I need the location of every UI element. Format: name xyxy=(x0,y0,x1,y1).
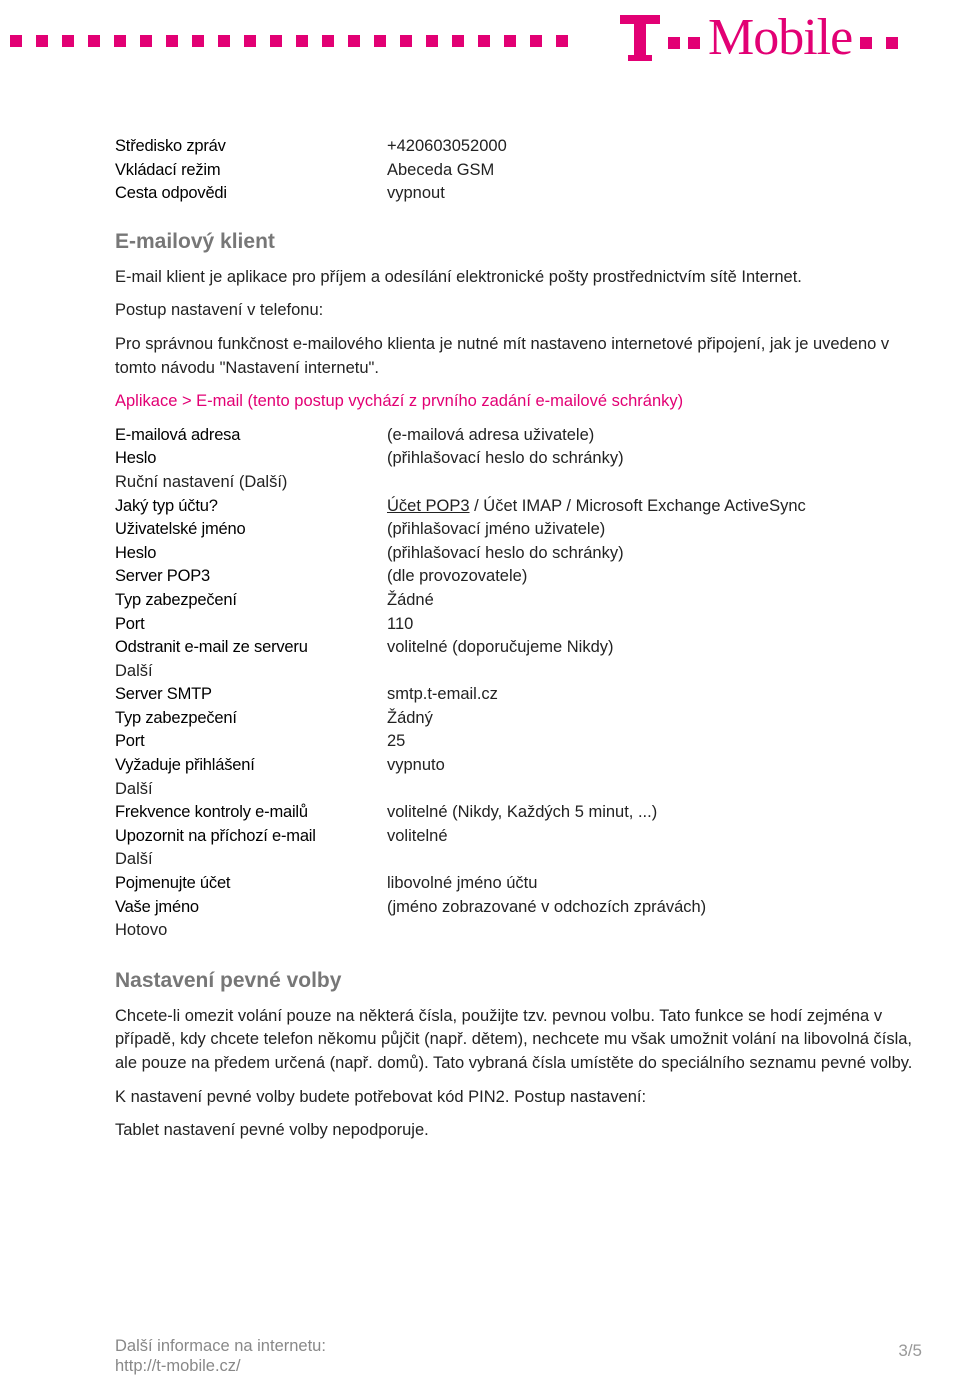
row-value: vypnuto xyxy=(387,756,445,775)
settings-row xyxy=(115,589,915,613)
settings-row xyxy=(115,707,915,731)
row-label: Pojmenujte účet xyxy=(115,874,231,893)
settings-row xyxy=(115,518,915,542)
settings-row xyxy=(115,848,915,872)
row-label: Hotovo xyxy=(115,921,168,940)
page-footer xyxy=(115,1336,925,1376)
row-label: Další xyxy=(115,779,153,798)
document-content xyxy=(115,135,915,1143)
settings-row xyxy=(115,636,915,660)
email-section-title: E-mailový klient xyxy=(115,229,275,253)
settings-row xyxy=(115,471,915,495)
app-path: Aplikace > E-mail (tento postup vychází z prvního zadání e-mailové schránky) xyxy=(115,392,684,411)
row-label: Heslo xyxy=(115,449,157,468)
row-label: Typ zabezpečení xyxy=(115,590,237,609)
settings-row xyxy=(115,495,915,519)
t-mobile-logo xyxy=(620,9,898,66)
settings-row xyxy=(115,801,915,825)
settings-row xyxy=(115,919,915,943)
fixed-dial-section-title: Nastavení pevné volby xyxy=(115,968,342,992)
row-value xyxy=(387,778,915,802)
settings-row xyxy=(115,825,915,849)
settings-row xyxy=(115,896,915,920)
row-value: Abeceda GSM xyxy=(387,160,495,179)
row-label: Středisko zpráv xyxy=(115,137,226,155)
row-label: Typ zabezpečení xyxy=(115,708,237,727)
fixed-dial-tablet-note: Tablet nastavení pevné volby nepodporuje. xyxy=(115,1121,429,1140)
setup-label: Postup nastavení v telefonu: xyxy=(115,301,324,320)
row-label: Heslo xyxy=(115,543,157,562)
row-label: E-mailová adresa xyxy=(115,425,241,444)
logo-wordmark: Mobile xyxy=(708,9,853,66)
page-header xyxy=(0,0,960,80)
row-value: Žádné xyxy=(387,590,434,609)
row-value: (přihlašovací jméno uživatele) xyxy=(387,520,606,539)
sms-settings xyxy=(115,135,915,206)
row-label: Uživatelské jméno xyxy=(115,520,246,539)
row-value: +420603052000 xyxy=(387,137,507,155)
row-label: Server SMTP xyxy=(115,685,212,704)
row-value: libovolné jméno účtu xyxy=(387,874,538,893)
email-settings-table xyxy=(115,424,915,943)
settings-row xyxy=(115,447,915,471)
settings-row xyxy=(115,182,915,206)
row-label: Odstranit e-mail ze serveru xyxy=(115,638,308,657)
row-value xyxy=(387,471,915,495)
row-label: Port xyxy=(115,732,145,751)
account-type-pop3: Účet POP3 xyxy=(387,496,470,515)
row-value: Žádný xyxy=(387,708,433,727)
account-type-options xyxy=(387,495,915,519)
email-intro: E-mail klient je aplikace pro příjem a odesílání elektronické pošty prostřednictvím sítě Internet. xyxy=(115,267,802,286)
account-type-others: / Účet IMAP / Microsoft Exchange ActiveSync xyxy=(469,496,806,515)
row-value: vypnout xyxy=(387,184,445,203)
settings-row xyxy=(115,613,915,637)
row-value xyxy=(387,660,915,684)
row-label: Cesta odpovědi xyxy=(115,184,227,203)
row-value: (jméno zobrazované v odchozích zprávách) xyxy=(387,897,707,916)
settings-row xyxy=(115,730,915,754)
row-value xyxy=(387,919,915,943)
fixed-dial-pin2-note: K nastavení pevné volby budete potřebovat kód PIN2. Postup nastavení: xyxy=(115,1087,647,1106)
settings-row xyxy=(115,135,915,159)
row-value: volitelné (Nikdy, Každých 5 minut, ...) xyxy=(387,803,658,822)
row-label: Frekvence kontroly e-mailů xyxy=(115,803,308,822)
row-value: (e-mailová adresa uživatele) xyxy=(387,425,595,444)
row-value: smtp.t-email.cz xyxy=(387,685,498,704)
row-value: 110 xyxy=(387,614,414,633)
row-value: volitelné xyxy=(387,826,448,845)
row-label: Upozornit na příchozí e-mail xyxy=(115,826,316,845)
row-label: Vyžaduje přihlášení xyxy=(115,756,255,775)
row-label: Server POP3 xyxy=(115,567,211,586)
row-value: volitelné (doporučujeme Nikdy) xyxy=(387,638,614,657)
brand-dots-left xyxy=(10,35,568,47)
row-label: Vaše jméno xyxy=(115,897,199,916)
fixed-dial-description: Chcete-li omezit volání pouze na některá čísla, použijte tzv. pevnou volbu. Tato funkce se hodí zejména v případě, kdy chcete telefon někomu půjčit (např. dětem), nechcete mu však umožnit volání na libovolná čísla, ale pouze na předem určená (např. domů). Tato vybraná čísla umístěte do speciálního seznamu pevné volby. xyxy=(115,1006,913,1072)
footer-info-label: Další informace na internetu: xyxy=(115,1337,326,1355)
row-label: Další xyxy=(115,661,153,680)
row-value: 25 xyxy=(387,732,406,751)
row-label: Jaký typ účtu? xyxy=(115,496,218,515)
row-value: (přihlašovací heslo do schránky) xyxy=(387,449,624,468)
row-label: Vkládací režim xyxy=(115,160,221,179)
internet-note: Pro správnou funkčnost e-mailového klienta je nutné mít nastaveno internetové připojení, jak je uvedeno v tomto návodu "Nastavení internetu". xyxy=(115,334,890,377)
row-value: (dle provozovatele) xyxy=(387,567,528,586)
page-number: 3/5 xyxy=(898,1341,922,1360)
row-label: Port xyxy=(115,614,145,633)
row-label: Ruční nastavení (Další) xyxy=(115,472,288,491)
settings-row xyxy=(115,159,915,183)
settings-row xyxy=(115,424,915,448)
settings-row xyxy=(115,683,915,707)
footer-url-link[interactable]: http://t-mobile.cz/ xyxy=(115,1357,241,1375)
row-label: Další xyxy=(115,850,153,869)
t-logo-icon xyxy=(620,13,660,63)
row-value xyxy=(387,848,915,872)
settings-row xyxy=(115,778,915,802)
settings-row xyxy=(115,565,915,589)
settings-row xyxy=(115,872,915,896)
settings-row xyxy=(115,542,915,566)
settings-row xyxy=(115,754,915,778)
row-value: (přihlašovací heslo do schránky) xyxy=(387,543,624,562)
settings-row xyxy=(115,660,915,684)
